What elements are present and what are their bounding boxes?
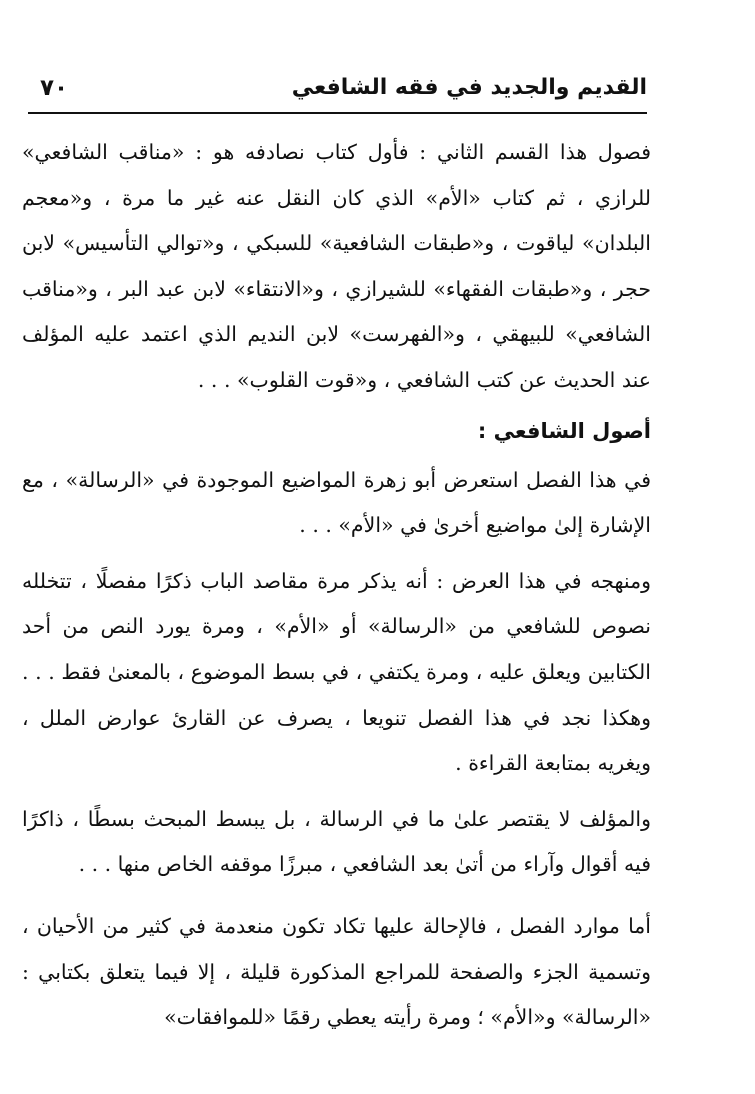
header-rule — [28, 112, 647, 114]
paragraph-author-scope: والمؤلف لا يقتصر علىٰ ما في الرسالة ، بل يبسط المبحث بسطًا ، ذاكرًا فيه أقوال وآراء من أتىٰ بعد الشافعي ، مبرزًا موقفه الخاص منها . . . — [22, 806, 651, 877]
paragraph-sources-list: فصول هذا القسم الثاني : فأول كتاب نصادفه هو : «مناقب الشافعي» للرازي ، ثم كتاب «الأم» الذي كان النقل عنه غير ما مرة ، و«معجم البلدان» لياقوت ، و«طبقات الشافعية» للسبكي ، و«توالي التأسيس» لابن حجر ، و«طبقات الفقهاء» للشيرازي ، و«الانتقاء» لابن عبد البر ، و«مناقب الشافعي» للبيهقي ، و«الفهرست» لابن النديم الذي اعتمد عليه المؤلف عند الحديث عن كتب الشافعي ، و«قوت القلوب» . . . — [22, 140, 651, 392]
page-number: ٧٠ — [40, 74, 69, 101]
paragraph-risala-topics: في هذا الفصل استعرض أبو زهرة المواضيع الموجودة في «الرسالة» ، مع الإشارة إلىٰ مواضيع أخرىٰ في «الأم» . . . — [22, 467, 651, 538]
page-header — [40, 68, 647, 108]
section-heading: أصول الشافعي : — [477, 418, 651, 443]
paragraph-method: ومنهجه في هذا العرض : أنه يذكر مرة مقاصد الباب ذكرًا مفصلًا ، تتخلله نصوص للشافعي من «الرسالة» أو «الأم» ، ومرة يورد النص من أحد الكتابين ويعلق عليه ، ومرة يكتفي ، في بسط الموضوع ، بالمعنىٰ فقط . . . وهكذا نجد في هذا الفصل تنويعا ، يصرف عن القارئ عوارض الملل ، ويغريه بمتابعة القراءة . — [22, 568, 651, 776]
page-body — [22, 130, 651, 1041]
paragraph-chapter-sources: أما موارد الفصل ، فالإحالة عليها تكاد تكون منعدمة في كثير من الأحيان ، وتسمية الجزء والصفحة للمراجع المذكورة قليلة ، إلا فيما يتعلق بكتابي : «الرسالة» و«الأم» ؛ ومرة رأيته يعطي رقمًا «للموافقات» — [22, 913, 651, 1030]
running-title: القديم والجديد في فقه الشافعي — [291, 75, 647, 100]
